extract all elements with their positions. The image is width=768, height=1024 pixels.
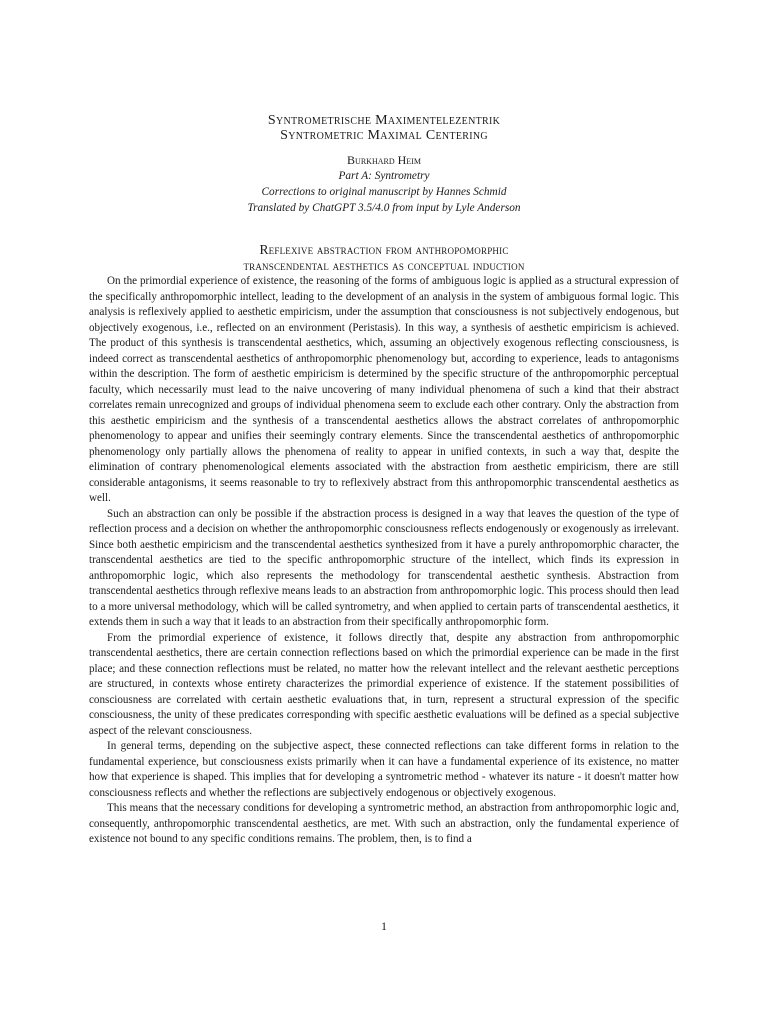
document-page	[89, 0, 679, 1024]
paragraph-3: From the primordial experience of existence, it follows directly that, despite any abstraction from anthropomorphic transcendental aesthetics, there are certain connection reflections based on which the primordial experience can be made in the first place; and these connection reflections must be related, no matter how the relevant intellect and the relevant aesthetic perceptions are structured, in contexts whose entirety characterizes the primordial experience of existence. If the statement possibilities of consciousness are correlated with certain aesthetic evaluations that, in turn, represent a structural expression of the specific consciousness, the unity of these predicates corresponding with specific aesthetic evaluations will be defined as a special subjective aspect of the relevant consciousness.	[89, 631, 679, 737]
body-text	[89, 274, 679, 848]
title-english: Syntrometric Maximal Centering	[280, 128, 488, 143]
author-name: Burkhard Heim	[347, 153, 421, 167]
paragraph-1: On the primordial experience of existence, the reasoning of the forms of ambiguous logic is applied as a structural expression of the specifically anthropomorphic intellect, leading to the development of an analysis in the system of ambiguous formal logic. This analysis is reflexively applied to aesthetic empiricism, under the assumption that consciousness is not subjectively endogenous, but objectively exogenous, i.e., reflected on an environment (Peristasis). In this way, a synthesis of aesthetic empiricism is achieved. The product of this synthesis is transcendental aesthetics, which, assuming an objectively exogenous reflecting consciousness, is indeed correct as transcendental aesthetics of anthropomorphic phenomenology but, according to experience, leads to antagonisms within the description. The form of aesthetic empiricism is determined by the specific structure of the anthropomorphic perceptual faculty, which necessarily must lead to the naive uncovering of many individual phenomena of such a kind that their abstract correlates remain unrecognized and groups of individual phenomena seem to exclude each other contrary. Only the abstraction from this aesthetic empiricism and the synthesis of a transcendental aesthetics allows the abstract correlates of anthropomorphic phenomenology to appear and unifies their seemingly contrary elements. Since the transcendental aesthetics of anthropomorphic phenomenology only partially allows the phenomena of reality to appear in unified contexts, in such a way that, despite the elimination of contrary phenomenological elements associated with the abstraction from aesthetic empiricism, there are still considerable antagonisms, it seems reasonable to try to reflexively abstract from this anthropomorphic transcendental aesthetics as well.	[89, 275, 679, 504]
corrections-credit: Corrections to original manuscript by Hannes Schmid	[261, 186, 507, 198]
title-block	[89, 113, 679, 216]
title-german: Syntrometrische Maximentelezentrik	[267, 113, 501, 128]
paragraph-5: This means that the necessary conditions for developing a syntrometric method, an abstraction from anthropomorphic logic and, consequently, anthropomorphic transcendental aesthetics, are met. With such an abstraction, only the fundamental experience of existence not bound to any specific conditions remains. The problem, then, is to find a	[89, 802, 679, 845]
page-number: 1	[381, 919, 387, 933]
paragraph-2: Such an abstraction can only be possible if the abstraction process is designed in a way that leaves the question of the type of reflection process and a decision on whether the anthropomorphic consciousness reflects endogenously or exogenously as irrelevant. Since both aesthetic empiricism and the transcendental aesthetics synthesized from it have a purely anthropomorphic character, the transcendental aesthetics are tied to the specific anthropomorphic structure of the intellect, which finds its expression in anthropomorphic logic, which also represents the methodology for transcendental aesthetic synthesis. Abstraction from transcendental aesthetics through reflexive means leads to an abstraction from anthropomorphic logic. This process should then lead to a more universal methodology, which will be called syntrometry, and when applied to certain parts of transcendental aesthetics, it extends them in such a way that it leads to an abstraction from their specifically anthropomorphic form.	[89, 507, 679, 628]
part-label: Part A: Syntrometry	[338, 170, 430, 182]
section-heading	[89, 242, 679, 274]
section-heading-line-2: transcendental aesthetics as conceptual induction	[243, 258, 525, 273]
paragraph-4: In general terms, depending on the subjective aspect, these connected reflections can take different forms in relation to the fundamental experience, but consciousness exists primarily when it can have a fundamental experience of its existence, no matter how that experience is shaped. This implies that for developing a syntrometric method - whatever its nature - it doesn't matter how consciousness reflects and whether the reflections are subjectively endogenous or objectively exogenous.	[89, 740, 679, 799]
translation-credit: Translated by ChatGPT 3.5/4.0 from input by Lyle Anderson	[247, 202, 521, 214]
section-heading-line-1: Reflexive abstraction from anthropomorphic	[259, 242, 509, 257]
